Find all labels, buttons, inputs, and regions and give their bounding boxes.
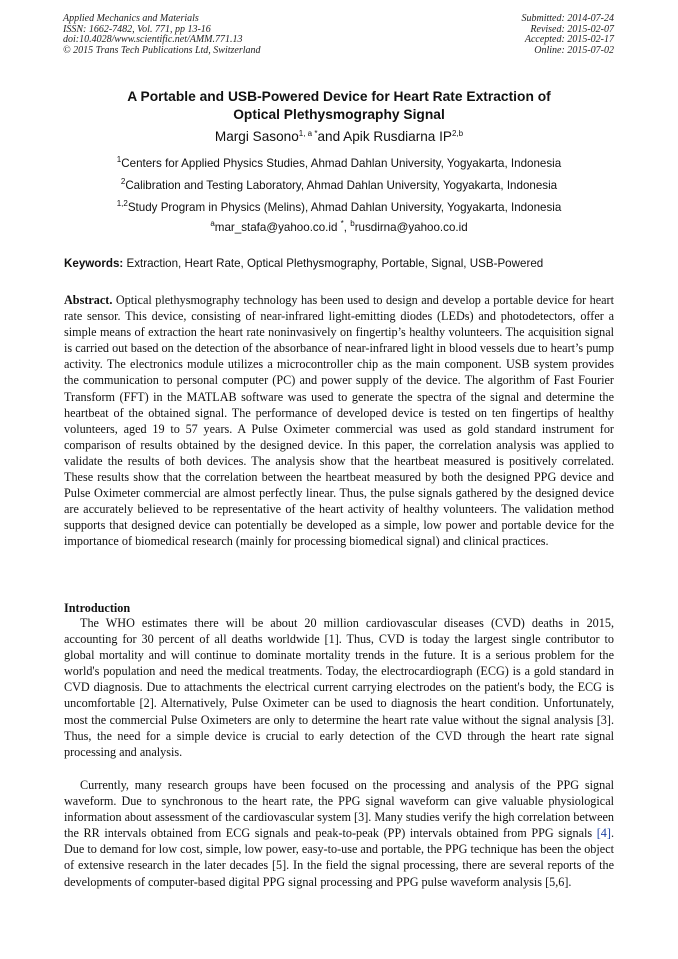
email-a[interactable]: mar_stafa@yahoo.co.id — [214, 221, 338, 234]
author-conjunction: and — [317, 129, 344, 144]
author-2-affiliation: 2,b — [451, 129, 464, 138]
affiliation-2 — [63, 179, 615, 193]
affiliation-marker: 2 — [120, 177, 126, 186]
abstract-label: Abstract. — [64, 293, 113, 307]
keywords-label: Keywords: — [64, 257, 124, 270]
author-1-affiliation: 1, a * — [298, 129, 318, 138]
affiliation-marker: 1 — [116, 155, 122, 164]
affiliation-1 — [63, 157, 615, 171]
affiliation-text: Calibration and Testing Laboratory, Ahmad Dahlan University, Yogyakarta, Indonesia — [125, 179, 558, 192]
keywords — [64, 257, 616, 271]
introduction-paragraph-2 — [64, 777, 614, 890]
author-list — [63, 128, 615, 146]
email-b-marker: b — [350, 219, 355, 228]
author-1-name: Margi Sasono — [214, 129, 299, 144]
journal-copyright: © 2015 Trans Tech Publications Ltd, Switzerland — [63, 44, 261, 56]
paragraph-text: . Due to demand for low cost, simple, low power, easy-to-use and portable, the PPG technique has been the object of extensive research in the later decades [5]. In the field the signal processing, there are several reports of the developments of computer-based digital PPG signal processing and PPG pulse waveform analysis [5,6]. — [64, 826, 614, 889]
introduction-paragraph-1: The WHO estimates there will be about 20 million cardiovascular diseases (CVD) deaths in 2015, accounting for 30 percent of all deaths worldwide [1]. Thus, CVD is today the largest single contributor to global mortality and will continue to dominate mortality trends in the future. It is a serious problem for the world's population and need the medical treatments. Today, the electrocardiograph (ECG) is a gold standard in CVD diagnosis. Due to attachments the electrical current carrying electrodes on the patient's body, the ECG is uncomfortable [2]. Alternatively, Pulse Oximeter can be used to diagnosis the heart condition. Unfortunately, most the commercial Pulse Oximeters are only to determine the heart rate value without the signal analysis [3]. Thus, the need for a simple device is crucial to early detection of the CVD through the heart rate signal processing and analysis. — [64, 616, 614, 759]
accepted-date: Accepted: 2015-02-17 — [524, 34, 614, 46]
journal-issn: ISSN: 1662-7482, Vol. 771, pp 13-16 — [63, 23, 211, 35]
author-emails — [63, 221, 615, 235]
email-a-marker: a — [210, 219, 215, 228]
abstract-text: Optical plethysmography technology has been used to design and develop a portable device for heart rate sensor. This device, consisting of near-infrared light-emitting diodes (LEDs) and photodetectors, offer a simple means of extraction the heart rate noninvasively on fingertip’s healthy volunteers. The acquisition signal is carried out based on the detection of the absorbance of near-infrared light in blood vessels due to heart’s pump activity. The electronics module utilizes a microcontroller chip as the main component. USB system provides the communication to personal computer (PC) and power supply of the device. The algorithm of Fast Fourier Transform (FFT) in the MATLAB software was used to generate the spectra of the signal and determine the heartbeat of the obtained signal. The performance of developed device is tested on ten fingertips of healthy volunteers, aged 19 to 57 years. A Pulse Oximeter commercial was used as gold standard instrument for comparison of results obtained by the designed device. In this paper, the correlation analysis was applied to validate the results of both devices. The analysis show that the heartbeat measured is positively correlated. These results show that the correlation between the heartbeat measured by both the designed PPG device and Pulse Oximeter commercial are almost perfectly linear. Thus, the pulse signals gathered by the designed device are accurately believed to be representative of the heart activity of healthy volunteers. The validation method supports that designed device can potentially be developed as a simple, low power and portable device for the importance of biomedical research (mainly for processing biomedical signal) and clinical practices. — [64, 293, 614, 549]
affiliation-3 — [63, 201, 615, 215]
corresponding-marker: * — [340, 219, 344, 228]
paragraph-text: Currently, many research groups have been focused on the processing and analysis of the PPG signal waveform. Due to synchronous to the heart rate, the PPG signal waveform can give valuable physiological information about assessment of the cardiovascular system [3]. Many studies verify the high correlation between the RR intervals obtained from ECG signals and peak-to-peak (PP) intervals obtained from PPG signals — [64, 778, 614, 841]
email-b[interactable]: rusdirna@yahoo.co.id — [354, 221, 468, 234]
keywords-text: Extraction, Heart Rate, Optical Plethysmography, Portable, Signal, USB-Powered — [123, 257, 544, 270]
revised-date: Revised: 2015-02-07 — [530, 23, 614, 35]
paper-title — [63, 88, 615, 124]
abstract — [64, 292, 614, 550]
author-2-name: Apik Rusdiarna IP — [343, 129, 452, 144]
title-line-2: Optical Plethysmography Signal — [233, 107, 445, 122]
journal-info — [63, 14, 363, 56]
title-line-1: A Portable and USB-Powered Device for Heart Rate Extraction of — [127, 89, 551, 104]
publication-dates — [394, 14, 614, 56]
citation-link[interactable]: [4] — [596, 826, 611, 841]
affiliation-text: Centers for Applied Physics Studies, Ahmad Dahlan University, Yogyakarta, Indonesia — [121, 157, 562, 170]
affiliation-marker: 1,2 — [116, 199, 128, 208]
journal-doi: doi:10.4028/www.scientific.net/AMM.771.13 — [63, 34, 243, 46]
introduction-heading: Introduction — [64, 601, 131, 615]
affiliation-text: Study Program in Physics (Melins), Ahmad Dahlan University, Yogyakarta, Indonesia — [127, 201, 562, 214]
online-date: Online: 2015-07-02 — [534, 44, 614, 56]
journal-name: Applied Mechanics and Materials — [63, 13, 199, 24]
submitted-date: Submitted: 2014-07-24 — [521, 13, 614, 24]
email-separator: , — [343, 221, 351, 234]
